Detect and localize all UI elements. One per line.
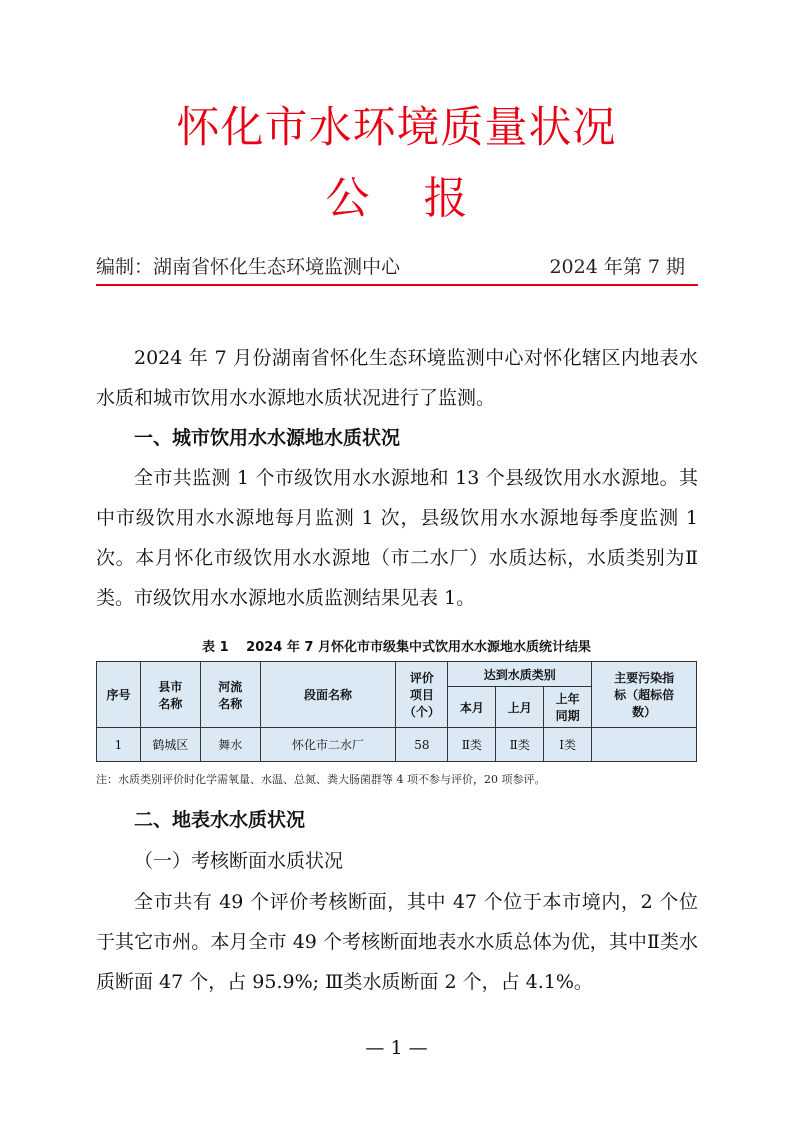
header-county: 县市 名称 bbox=[140, 662, 200, 728]
header-this-month: 本月 bbox=[448, 687, 496, 728]
page-number: — 1 — bbox=[365, 1037, 428, 1059]
section1-paragraph: 全市共监测 1 个市级饮用水水源地和 13 个县级饮用水水源地。其中市级饮用水水源地每月监测 1 次，县级饮用水水源地每季度监测 1 次。本月怀化市级饮用水水源地（市二水厂）水质达标，水质类别为Ⅱ类。市级饮用水水源地水质监测结果见表 1。 bbox=[96, 467, 698, 609]
issuer: 编制：湖南省怀化生态环境监测中心 bbox=[96, 256, 401, 278]
table-row bbox=[97, 728, 697, 762]
section2-subheading: （一）考核断面水质状况 bbox=[134, 850, 344, 872]
section2-heading: 二、地表水水质状况 bbox=[134, 809, 306, 831]
section1-heading: 一、城市饮用水水源地水质状况 bbox=[134, 427, 401, 449]
table-note: 注：水质类别评价时化学需氧量、水温、总氮、粪大肠菌群等 4 项不参与评价，20 项参评。 bbox=[96, 773, 546, 786]
water-quality-table bbox=[96, 661, 697, 762]
report-title: 怀化市水环境质量状况 bbox=[176, 103, 617, 153]
report-subtitle: 公 报 bbox=[325, 173, 468, 224]
cell-section: 怀化市二水厂 bbox=[260, 728, 396, 762]
header-section: 段面名称 bbox=[260, 662, 396, 728]
header-class-group: 达到水质类别 bbox=[448, 662, 592, 687]
table-caption: 表 1 2024 年 7 月怀化市市级集中式饮用水水源地水质统计结果 bbox=[202, 640, 591, 655]
cell-this-month: Ⅱ类 bbox=[448, 728, 496, 762]
cell-river: 舞水 bbox=[200, 728, 260, 762]
header-no: 序号 bbox=[97, 662, 141, 728]
header-river: 河流 名称 bbox=[200, 662, 260, 728]
header-pollutants: 主要污染指 标（超标倍 数） bbox=[592, 662, 697, 728]
header-last-year: 上年 同期 bbox=[544, 687, 592, 728]
intro-paragraph: 2024 年 7 月份湖南省怀化生态环境监测中心对怀化辖区内地表水水质和城市饮用水水源地水质状况进行了监测。 bbox=[96, 347, 698, 409]
section2-paragraph: 全市共有 49 个评价考核断面，其中 47 个位于本市境内，2 个位于其它市州。本月全市 49 个考核断面地表水水质总体为优，其中Ⅱ类水质断面 47 个，占 95.9%; Ⅲ类水质断面 2 个，占 4.1%。 bbox=[96, 891, 698, 993]
cell-last-year: Ⅰ类 bbox=[544, 728, 592, 762]
cell-pollutants bbox=[592, 728, 697, 762]
cell-items: 58 bbox=[396, 728, 448, 762]
cell-no: 1 bbox=[97, 728, 141, 762]
header-last-month: 上月 bbox=[496, 687, 544, 728]
cell-last-month: Ⅱ类 bbox=[496, 728, 544, 762]
cell-county: 鹤城区 bbox=[140, 728, 200, 762]
header-items: 评价 项目 （个） bbox=[396, 662, 448, 728]
header-divider bbox=[96, 284, 698, 286]
issue-number: 2024 年第 7 期 bbox=[549, 256, 685, 278]
